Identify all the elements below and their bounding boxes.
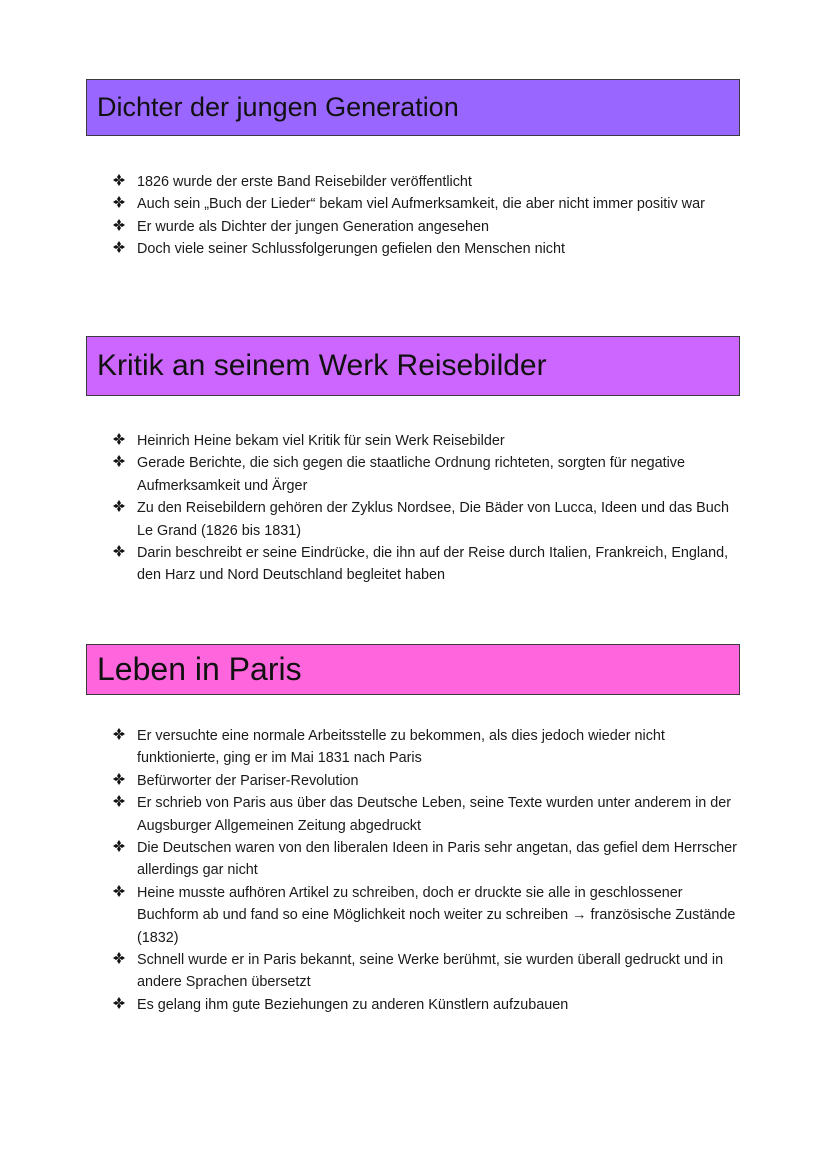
list-item (113, 949, 743, 994)
diamond-bullet-icon (113, 174, 125, 186)
list-item-text: Es gelang ihm gute Beziehungen zu anderen Künstlern aufzubauen (137, 996, 569, 1013)
list-item (113, 542, 743, 587)
diamond-bullet-icon (113, 545, 125, 557)
bullet-list (113, 171, 743, 261)
diamond-bullet-icon (113, 196, 125, 208)
list-item-text: Gerade Berichte, die sich gegen die staatliche Ordnung richteten, sorgten für negative Aufmerksamkeit und Ärger (137, 455, 685, 494)
diamond-bullet-icon (113, 500, 125, 512)
list-item (113, 994, 743, 1016)
list-item-text: Auch sein „Buch der Lieder“ bekam viel Aufmerksamkeit, die aber nicht immer positiv war (137, 196, 705, 213)
list-item-text: Schnell wurde er in Paris bekannt, seine Werke berühmt, sie wurden überall gedruckt und in andere Sprachen übersetzt (137, 952, 724, 991)
list-item (113, 497, 743, 542)
diamond-bullet-icon (113, 241, 125, 253)
diamond-bullet-icon (113, 773, 125, 785)
list-item (113, 238, 743, 260)
diamond-bullet-icon (113, 997, 125, 1009)
list-item-text: Er wurde als Dichter der jungen Generation angesehen (137, 218, 489, 235)
list-item (113, 193, 743, 215)
section-paris (86, 644, 740, 1013)
list-item-text: Heine musste aufhören Artikel zu schreiben, doch er druckte sie alle in geschlossener Buchform ab und fand so eine Möglichkeit noch weiter zu schreiben → französische Zustände (1832) (137, 884, 736, 946)
section-kritik (86, 336, 740, 584)
list-item-text: Doch viele seiner Schlussfolgerungen gefielen den Menschen nicht (137, 241, 565, 258)
diamond-bullet-icon (113, 795, 125, 807)
list-item (113, 452, 743, 497)
diamond-bullet-icon (113, 952, 125, 964)
diamond-bullet-icon (113, 455, 125, 467)
list-item-text: Befürworter der Pariser-Revolution (137, 772, 359, 789)
section-dichter (86, 79, 740, 258)
list-item (113, 770, 743, 792)
diamond-bullet-icon (113, 728, 125, 740)
section-title: Kritik an seinem Werk Reisebilder (97, 349, 547, 382)
list-item (113, 725, 743, 770)
list-item-text: 1826 wurde der erste Band Reisebilder veröffentlicht (137, 174, 472, 190)
list-item-text: Die Deutschen waren von den liberalen Ideen in Paris sehr angetan, das gefiel dem Herrscher allerdings gar nicht (137, 840, 737, 879)
diamond-bullet-icon (113, 840, 125, 852)
list-item-text: Heinrich Heine bekam viel Kritik für sein Werk Reisebilder (137, 433, 505, 449)
section-title: Leben in Paris (97, 651, 302, 687)
list-item (113, 882, 743, 949)
list-item (113, 171, 743, 193)
section-heading (86, 336, 740, 396)
list-item-text: Er schrieb von Paris aus über das Deutsche Leben, seine Texte wurden unter anderem in der Augsburger Allgemeinen Zeitung abgedruckt (137, 795, 732, 834)
bullet-list (113, 725, 743, 1016)
list-item (113, 837, 743, 882)
section-title: Dichter der jungen Generation (97, 92, 459, 122)
list-item-text: Darin beschreibt er seine Eindrücke, die ihn auf der Reise durch Italien, Frankreich, England, den Harz und Nord Deutschland begleitet haben (137, 545, 729, 584)
section-heading (86, 79, 740, 136)
list-item (113, 430, 743, 452)
bullet-list (113, 430, 743, 587)
diamond-bullet-icon (113, 433, 125, 445)
list-item (113, 792, 743, 837)
list-item-text: Zu den Reisebildern gehören der Zyklus Nordsee, Die Bäder von Lucca, Ideen und das Buch Le Grand (1826 bis 1831) (137, 500, 729, 539)
diamond-bullet-icon (113, 219, 125, 231)
list-item-text: Er versuchte eine normale Arbeitsstelle zu bekommen, als dies jedoch wieder nicht funktionierte, ging er im Mai 1831 nach Paris (137, 728, 665, 767)
section-heading (86, 644, 740, 695)
diamond-bullet-icon (113, 885, 125, 897)
list-item (113, 216, 743, 238)
